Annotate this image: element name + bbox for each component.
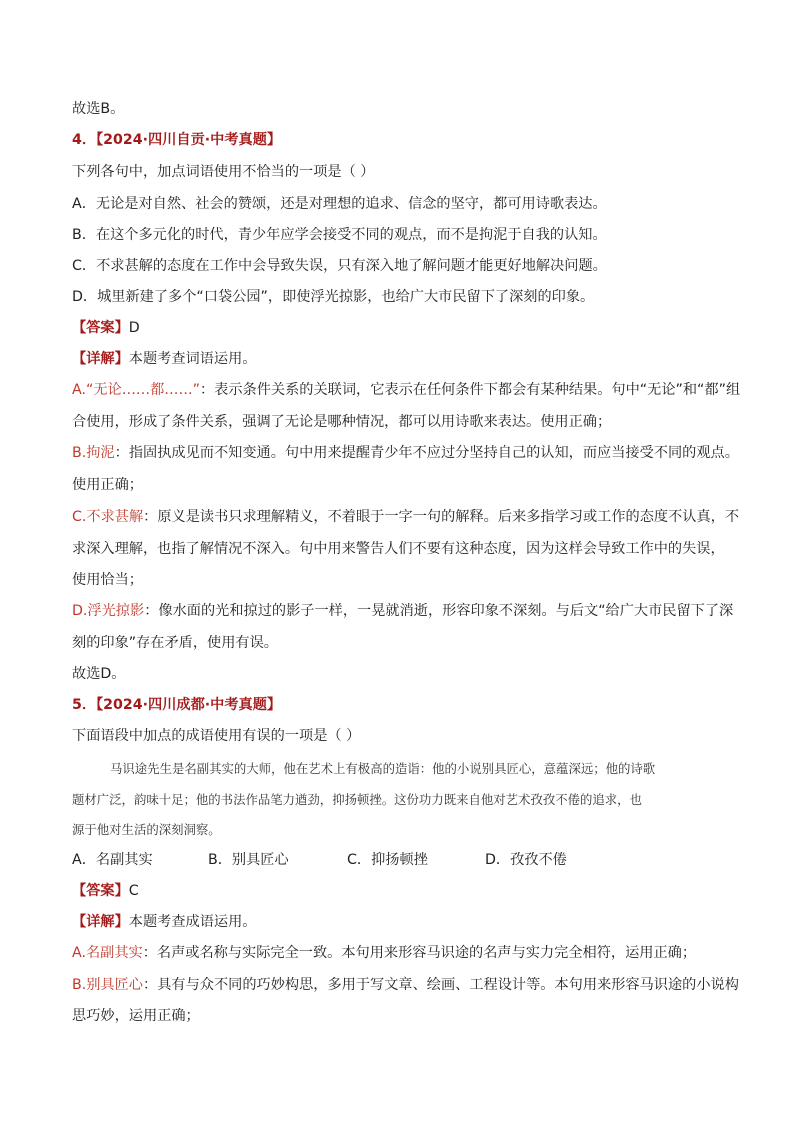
q4-analysis-c-line1 <box>72 507 739 527</box>
q5-quote-line2: 题材广泛，韵味十足；他的书法作品笔力遒劲，抑扬顿挫。这份功力既来自他对艺术孜孜不倦的追求，也 <box>72 792 642 807</box>
q4-header <box>72 130 281 150</box>
q4-analysis-d-text1: ：像水面的光和掠过的影子一样，一晃就消逝，形容印象不深刻。与后文“给广大市民留下了深 <box>144 603 734 619</box>
q5-option-d: D．孜孜不倦 <box>485 852 567 868</box>
q4-analysis-a-line2: 合使用，形成了条件关系，强调了无论是哪种情况，都可以用诗歌来表达。使用正确； <box>72 414 612 430</box>
q4-answer-tag: 【答案】 <box>72 320 129 336</box>
q5-number: 5． <box>72 697 97 713</box>
q5-analysis-a-line1 <box>72 943 696 963</box>
q5-quote-line1: 马识途先生是名副其实的大师，他在艺术上有极高的造诣：他的小说别具匠心，意蕴深远；他的诗歌 <box>110 761 656 776</box>
q4-detail-intro: 本题考查词语运用。 <box>128 351 257 367</box>
q4-analysis-c-head: C.不求甚解 <box>72 509 144 525</box>
q4-analysis-b-text1: ：指固执成见而不知变通。句中用来提醒青少年不应过分坚持自己的认知，而应当接受不同的观点。 <box>114 445 739 461</box>
q5-option-c: C．抑扬顿挫 <box>347 852 428 868</box>
q5-analysis-b-line1 <box>72 975 739 995</box>
q5-detail <box>72 912 256 932</box>
q4-option-c: C．不求甚解的态度在工作中会导致失误，只有深入地了解问题才能更好地解决问题。 <box>72 258 607 274</box>
q4-option-b: B．在这个多元化的时代，青少年应学会接受不同的观点，而不是拘泥于自我的认知。 <box>72 227 607 243</box>
q4-analysis-a-text1: ：表示条件关系的关联词，它表示在任何条件下都会有某种结果。句中“无论”和“都”组 <box>199 382 741 398</box>
q5-header <box>72 695 281 715</box>
q4-analysis-b-line1 <box>72 443 739 463</box>
q4-source: 【2024·四川自贡·中考真题】 <box>96 132 282 148</box>
q4-stem: 下列各句中，加点词语使用不恰当的一项是（ ） <box>72 164 375 180</box>
q5-analysis-b-text1: ：具有与众不同的巧妙构思，多用于写文章、绘画、工程设计等。本句用来形容马识途的小说构 <box>143 977 739 993</box>
q5-analysis-a-text1: ：名声或名称与实际完全一致。本句用来形容马识途的名声与实力完全相符，运用正确； <box>142 945 697 961</box>
q4-analysis-a-line1 <box>72 380 740 400</box>
q4-analysis-c-line2: 求深入理解，也指了解情况不深入。句中用来警告人们不要有这种态度，因为这样会导致工作中的失误， <box>72 541 725 557</box>
q5-analysis-a-head: A.名副其实 <box>72 945 143 961</box>
q5-answer <box>72 881 139 901</box>
q5-answer-value: C <box>128 883 139 899</box>
q4-analysis-a-head: A.“无论……都……” <box>72 382 200 398</box>
q4-analysis-b-head: B.拘泥 <box>72 445 115 461</box>
q5-answer-tag: 【答案】 <box>72 883 129 899</box>
q4-option-d: D．城里新建了多个“口袋公园”，即使浮光掠影，也给广大市民留下了深刻的印象。 <box>72 289 595 305</box>
q5-detail-tag: 【详解】 <box>72 914 129 930</box>
q4-conclusion: 故选D。 <box>72 666 126 682</box>
q4-detail <box>72 349 256 369</box>
q5-options <box>72 850 722 870</box>
q5-detail-intro: 本题考查成语运用。 <box>128 914 257 930</box>
q5-option-b: B．别具匠心 <box>208 852 289 868</box>
q5-quote-line3: 源于他对生活的深刻洞察。 <box>72 822 221 837</box>
q4-analysis-c-line3: 使用恰当； <box>72 572 143 588</box>
q4-analysis-c-text1: ：原义是读书只求理解精义，不着眼于一字一句的解释。后来多指学习或工作的态度不认真，不 <box>143 509 740 525</box>
q4-answer <box>72 318 140 338</box>
q5-source: 【2024·四川成都·中考真题】 <box>96 697 282 713</box>
q4-analysis-d-line2: 刻的印象”存在矛盾，使用有误。 <box>72 635 278 651</box>
q4-analysis-b-line2: 使用正确； <box>72 477 143 493</box>
q5-option-a: A．名副其实 <box>72 852 153 868</box>
q4-number: 4． <box>72 132 97 148</box>
q3-conclusion: 故选B。 <box>72 101 125 117</box>
q4-answer-value: D <box>128 320 140 336</box>
q4-analysis-d-head: D.浮光掠影 <box>72 603 145 619</box>
q5-analysis-b-head: B.别具匠心 <box>72 977 143 993</box>
q4-detail-tag: 【详解】 <box>72 351 129 367</box>
q5-stem: 下面语段中加点的成语使用有误的一项是（ ） <box>72 728 361 744</box>
q4-option-a: A．无论是对自然、社会的赞颂，还是对理想的追求、信念的坚守，都可用诗歌表达。 <box>72 196 607 212</box>
q5-analysis-b-line2: 思巧妙，运用正确； <box>72 1008 200 1024</box>
q4-analysis-d-line1 <box>72 601 733 621</box>
